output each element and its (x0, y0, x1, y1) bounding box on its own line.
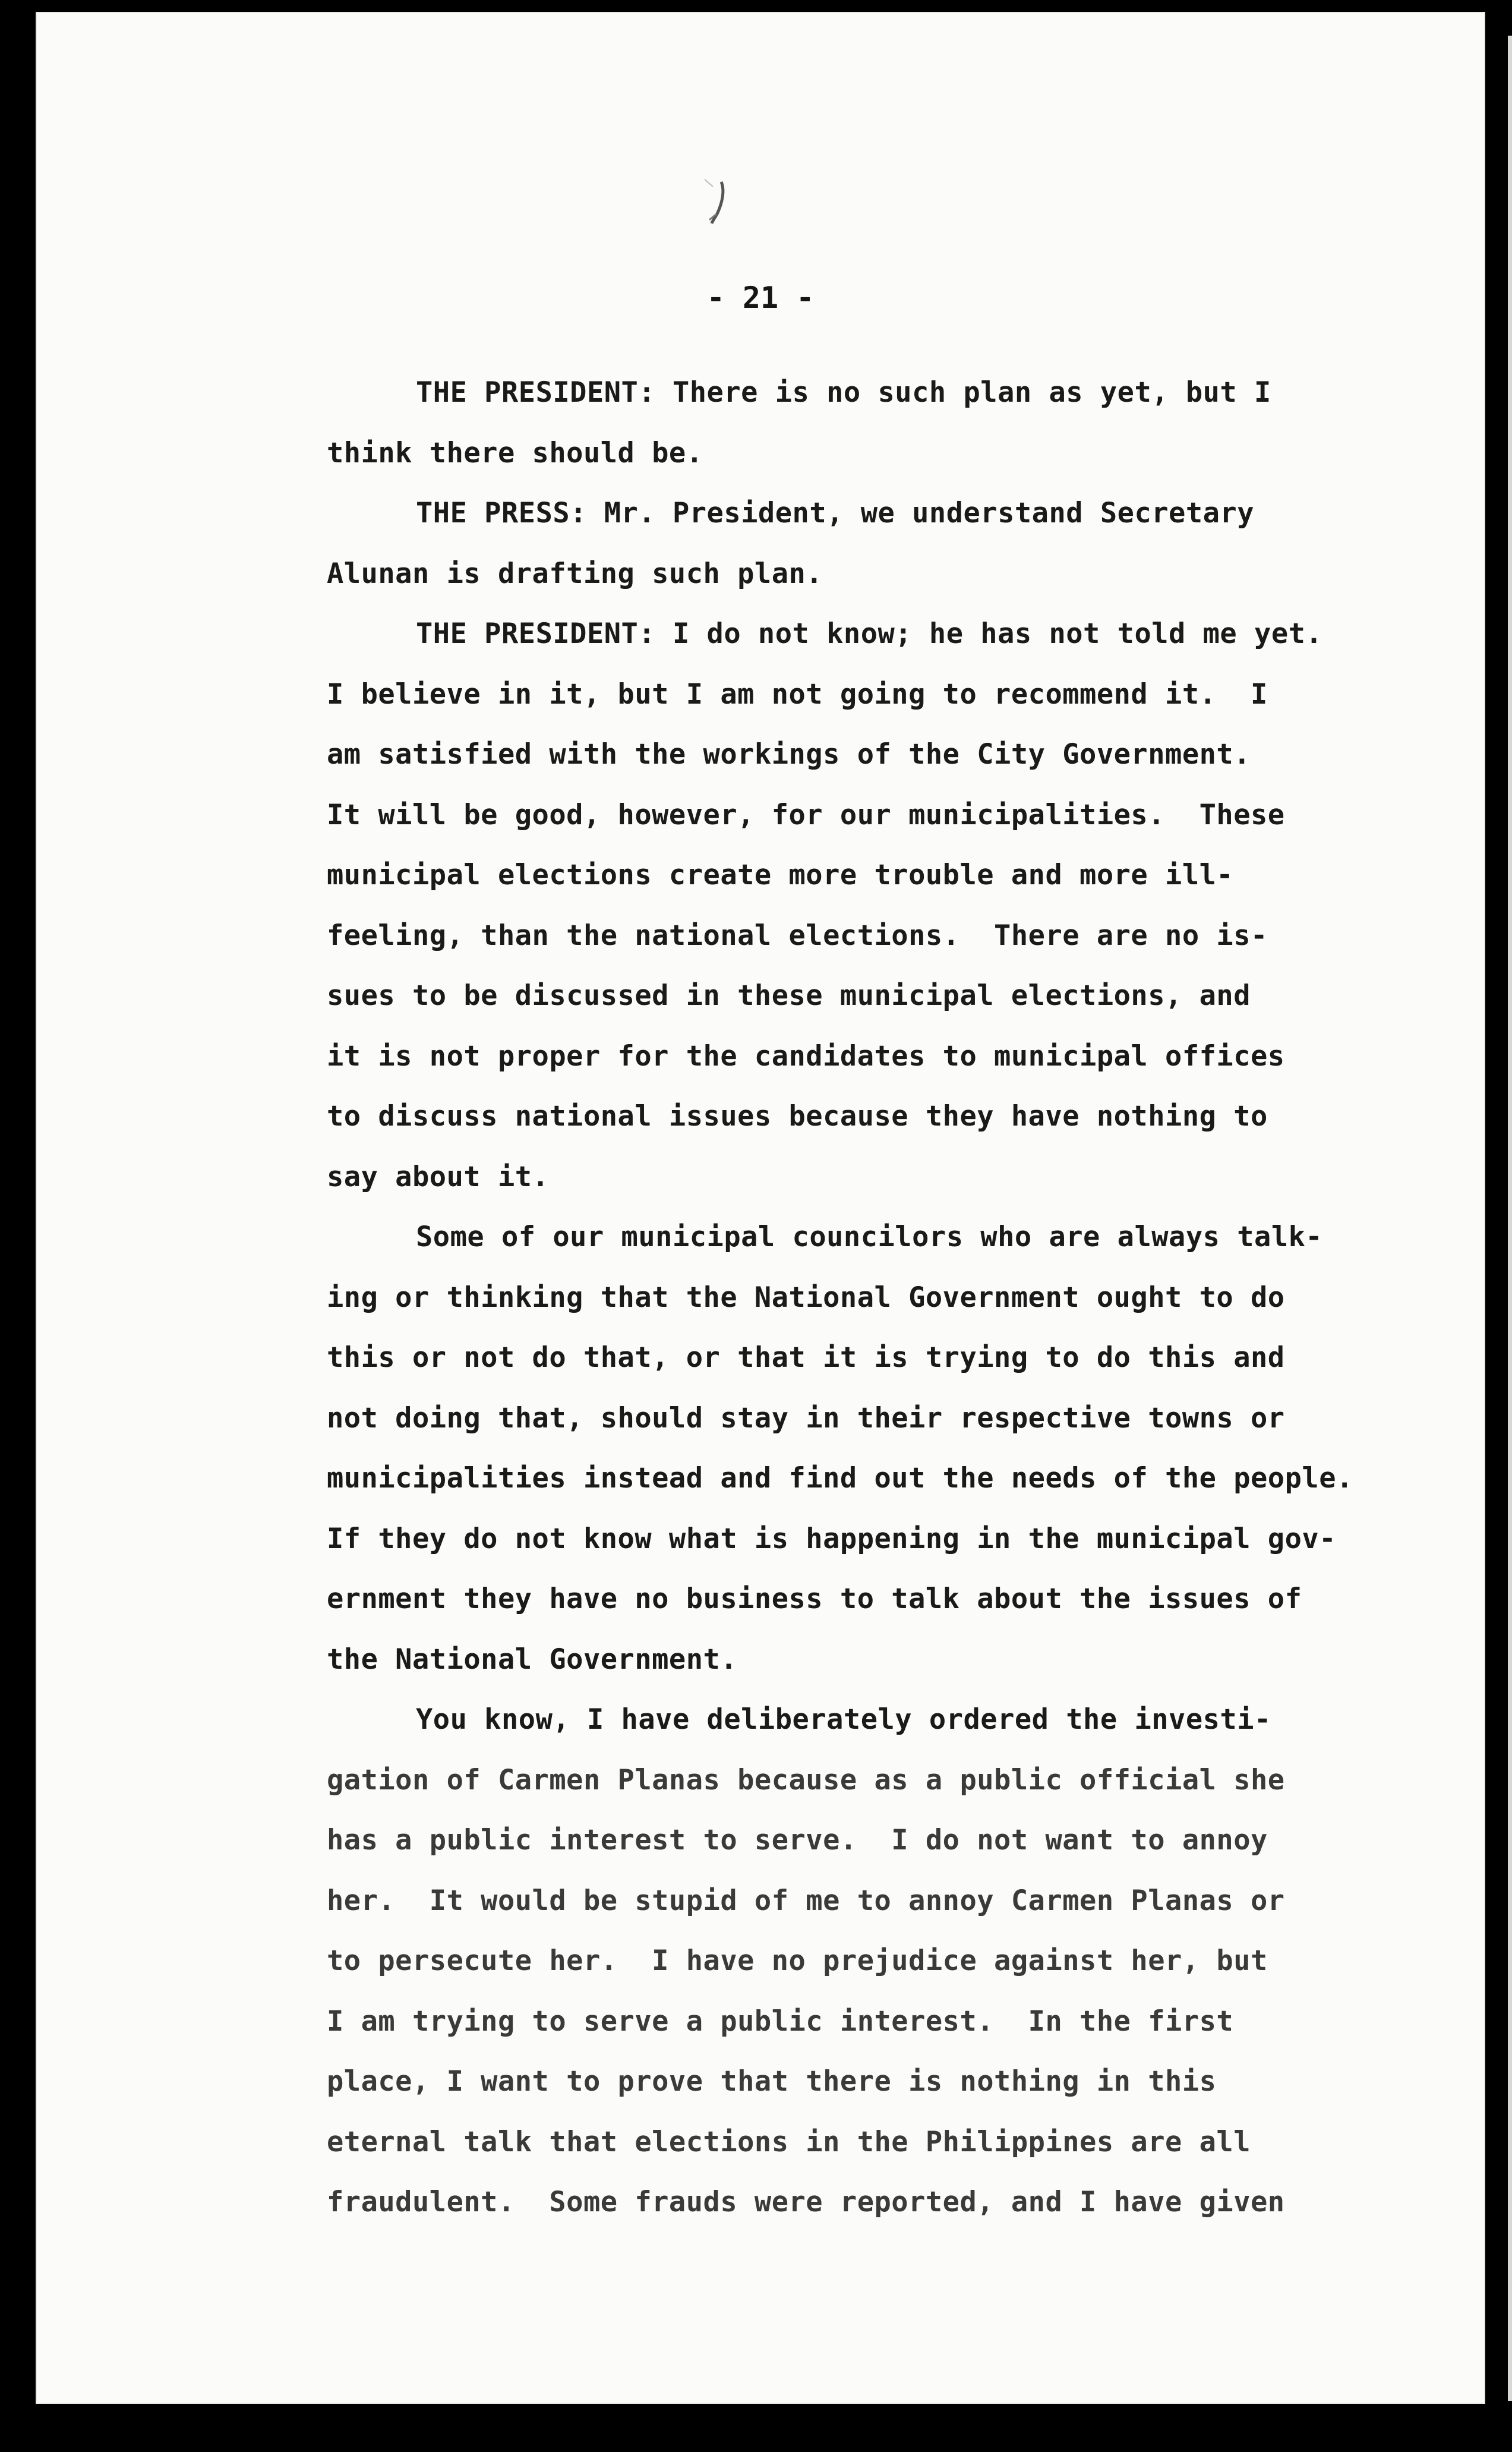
text-line: am satisfied with the workings of the City Government. (327, 738, 1251, 771)
text-line: I believe in it, but I am not going to recommend it. I (327, 677, 1268, 711)
text-line: it is not proper for the candidates to municipal offices (327, 1039, 1285, 1073)
text-line: THE PRESS: Mr. President, we understand Secretary (416, 497, 1255, 530)
text-line: I am trying to serve a public interest. In the first (327, 2005, 1234, 2038)
page-edge (1508, 36, 1512, 2401)
text-line: gation of Carmen Planas because as a public official she (327, 1763, 1285, 1797)
text-line: ernment they have no business to talk about the issues of (327, 1583, 1302, 1615)
text-line: Some of our municipal councilors who are always talk- (416, 1221, 1323, 1253)
text-line: municipal elections create more trouble and more ill- (327, 859, 1234, 891)
text-line: to persecute her. I have no prejudice against her, but (327, 1944, 1268, 1977)
text-line: fraudulent. Some frauds were reported, and I have given (327, 2186, 1285, 2218)
text-line: THE PRESIDENT: I do not know; he has not told me yet. (416, 617, 1323, 650)
text-line: Alunan is drafting such plan. (327, 557, 823, 590)
text-line: THE PRESIDENT: There is no such plan as yet, but I (416, 376, 1271, 409)
text-line: municipalities instead and find out the needs of the people. (327, 1462, 1353, 1495)
text-line: to discuss national issues because they have nothing to (327, 1100, 1268, 1133)
text-line: this or not do that, or that it is trying to do this and (327, 1341, 1285, 1374)
text-line: sues to be discussed in these municipal elections, and (327, 979, 1251, 1012)
transcript-text (327, 363, 1426, 2233)
text-line: say about it. (327, 1160, 550, 1193)
text-line: eternal talk that elections in the Philippines are all (327, 2125, 1251, 2158)
text-line: It will be good, however, for our municipalities. These (327, 798, 1285, 831)
document-page (36, 12, 1485, 2404)
page-number: - 21 - (706, 281, 815, 315)
text-line: not doing that, should stay in their respective towns or (327, 1401, 1285, 1435)
text-line: ing or thinking that the National Government ought to do (327, 1281, 1285, 1314)
ink-mark (701, 178, 737, 232)
text-line: If they do not know what is happening in the municipal gov- (327, 1522, 1336, 1555)
text-line: place, I want to prove that there is nothing in this (327, 2065, 1217, 2098)
text-line: You know, I have deliberately ordered the investi- (416, 1703, 1271, 1736)
text-line: has a public interest to serve. I do not want to annoy (327, 1824, 1268, 1857)
text-line: think there should be. (327, 436, 703, 469)
text-line: feeling, than the national elections. There are no is- (327, 919, 1268, 952)
text-line: her. It would be stupid of me to annoy Carmen Planas or (327, 1884, 1285, 1917)
text-line: the National Government. (327, 1643, 738, 1676)
